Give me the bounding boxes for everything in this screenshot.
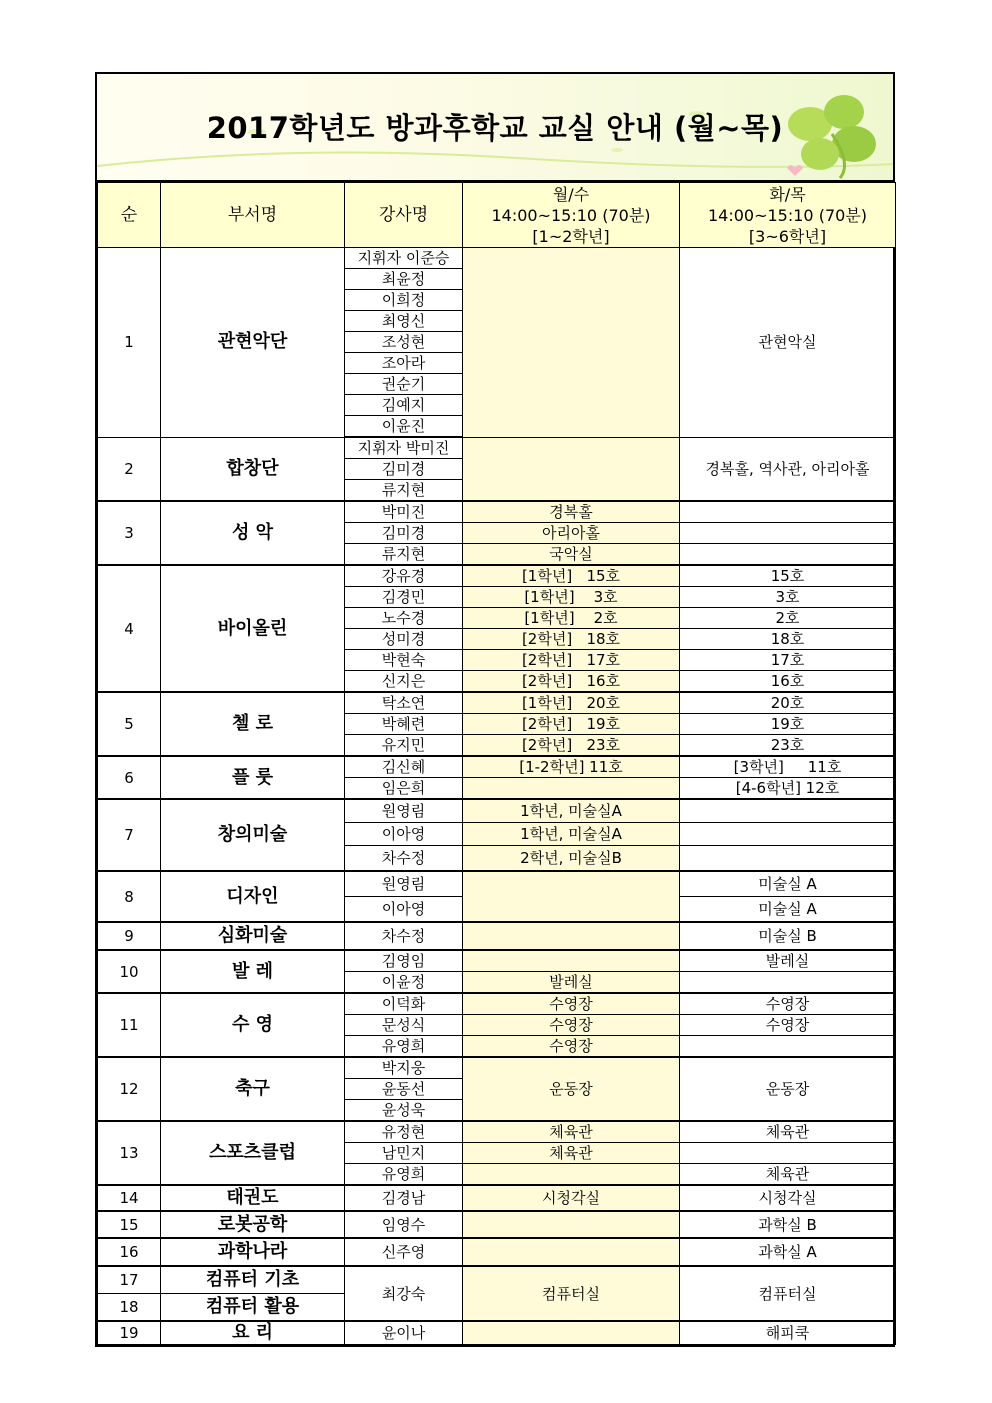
tue-grade: [3~6학년] — [748, 226, 827, 246]
table-row — [98, 1057, 896, 1079]
dept-name: 심화미술 — [161, 922, 345, 950]
teacher-cell: 차수정 — [345, 922, 463, 950]
row-no: 6 — [98, 756, 161, 799]
row-no: 15 — [98, 1211, 161, 1238]
dept-name: 첼 로 — [161, 692, 345, 756]
teacher-cell: 원영림 — [345, 871, 463, 897]
row-no: 9 — [98, 922, 161, 950]
teacher-cell: 최영신 — [345, 311, 463, 332]
teacher-cell: 신지은 — [345, 671, 463, 693]
row-no: 7 — [98, 799, 161, 871]
col-mon-wed — [463, 183, 680, 248]
teacher-cell: 김영임 — [345, 950, 463, 972]
mon-room: 체육관 — [463, 1121, 680, 1143]
tue-room: 컴퓨터실 — [680, 1266, 896, 1321]
row-no: 12 — [98, 1057, 161, 1121]
teacher-cell: 조아라 — [345, 353, 463, 374]
mon-room: [1학년] 3호 — [463, 587, 680, 608]
teacher-cell: 유영희 — [345, 1164, 463, 1186]
teacher-cell: 권순기 — [345, 374, 463, 395]
teacher-cell: 성미경 — [345, 629, 463, 650]
mon-room — [463, 950, 680, 972]
col-teacher: 강사명 — [345, 183, 463, 248]
row-no: 2 — [98, 437, 161, 501]
mon-room: [1학년] 20호 — [463, 692, 680, 714]
tue-room: 20호 — [680, 692, 896, 714]
teacher-cell: 김미경 — [345, 459, 463, 480]
tue-room — [680, 972, 896, 994]
teacher-cell: 류지현 — [345, 480, 463, 502]
teacher-cell: 유영희 — [345, 1036, 463, 1058]
table-row — [98, 565, 896, 587]
table-row — [98, 871, 896, 897]
tue-room — [680, 501, 896, 523]
tue-room — [680, 523, 896, 544]
dept-name: 축구 — [161, 1057, 345, 1121]
teacher-cell: 박미진 — [345, 501, 463, 523]
teacher-cell: 김미경 — [345, 523, 463, 544]
teacher-cell: 김신혜 — [345, 756, 463, 778]
table-row — [98, 1121, 896, 1143]
teacher-cell: 박혜련 — [345, 714, 463, 735]
mon-room: 국악실 — [463, 544, 680, 566]
row-no: 5 — [98, 692, 161, 756]
mon-room: 수영장 — [463, 1036, 680, 1058]
dept-name: 창의미술 — [161, 799, 345, 871]
tue-day: 화/목 — [769, 184, 806, 204]
tue-room — [680, 1036, 896, 1058]
dept-name: 발 레 — [161, 950, 345, 993]
tue-room: 체육관 — [680, 1121, 896, 1143]
mon-room: 발레실 — [463, 972, 680, 994]
mon-time: 14:00~15:10 (70분) — [491, 205, 651, 225]
dept-name: 합창단 — [161, 437, 345, 501]
dept-name: 컴퓨터 기초 — [161, 1266, 345, 1294]
teacher-cell: 이윤진 — [345, 416, 463, 438]
table-row — [98, 437, 896, 459]
teacher-cell: 이덕화 — [345, 993, 463, 1015]
row-no: 13 — [98, 1121, 161, 1185]
schedule-frame — [95, 72, 895, 1347]
mon-room: 2학년, 미술실B — [463, 846, 680, 872]
tue-room — [680, 544, 896, 566]
tue-room: [4-6학년] 12호 — [680, 778, 896, 800]
dept-name: 플 룻 — [161, 756, 345, 799]
teacher-cell: 박지웅 — [345, 1057, 463, 1079]
teacher-cell: 박현숙 — [345, 650, 463, 671]
tue-room: 19호 — [680, 714, 896, 735]
dept-name: 과학나라 — [161, 1238, 345, 1266]
tue-room: 18호 — [680, 629, 896, 650]
mon-room: [2학년] 18호 — [463, 629, 680, 650]
tue-room — [680, 1143, 896, 1164]
mon-day: 월/수 — [552, 184, 590, 204]
tue-room: 미술실 A — [680, 897, 896, 923]
mon-room: [1학년] 15호 — [463, 565, 680, 587]
table-row — [98, 1211, 896, 1238]
row-no: 18 — [98, 1294, 161, 1322]
teacher-cell: 조성현 — [345, 332, 463, 353]
table-row — [98, 1238, 896, 1266]
teacher-cell: 강유경 — [345, 565, 463, 587]
teacher-cell: 윤성욱 — [345, 1100, 463, 1122]
dept-name: 스포츠클럽 — [161, 1121, 345, 1185]
table-row — [98, 692, 896, 714]
tue-room: 2호 — [680, 608, 896, 629]
teacher-cell: 윤이나 — [345, 1321, 463, 1345]
col-dept: 부서명 — [161, 183, 345, 248]
mon-room — [463, 248, 680, 438]
tue-room: 과학실 B — [680, 1211, 896, 1238]
row-no: 17 — [98, 1266, 161, 1294]
tue-room: 체육관 — [680, 1164, 896, 1186]
teacher-cell: 이아영 — [345, 897, 463, 923]
dept-name: 바이올린 — [161, 565, 345, 692]
mon-room: [1학년] 2호 — [463, 608, 680, 629]
tue-room: 발레실 — [680, 950, 896, 972]
table-row — [98, 501, 896, 523]
tue-room: 해피쿡 — [680, 1321, 896, 1345]
dept-name: 수 영 — [161, 993, 345, 1057]
mon-room: 운동장 — [463, 1057, 680, 1121]
row-no: 4 — [98, 565, 161, 692]
table-row — [98, 1321, 896, 1345]
teacher-cell: 임영수 — [345, 1211, 463, 1238]
dept-name: 로봇공학 — [161, 1211, 345, 1238]
mon-grade: [1~2학년] — [532, 226, 610, 246]
teacher-cell: 탁소연 — [345, 692, 463, 714]
table-row — [98, 1185, 896, 1211]
row-no: 10 — [98, 950, 161, 993]
tue-room: 미술실 A — [680, 871, 896, 897]
row-no: 8 — [98, 871, 161, 922]
tue-room — [680, 846, 896, 872]
teacher-cell: 유지민 — [345, 735, 463, 757]
tue-room: 과학실 A — [680, 1238, 896, 1266]
row-no: 14 — [98, 1185, 161, 1211]
title-banner — [97, 74, 893, 182]
teacher-cell: 남민지 — [345, 1143, 463, 1164]
tue-room: 경복홀, 역사관, 아리아홀 — [680, 437, 896, 501]
page-title: 2017학년도 방과후학교 교실 안내 (월~목) — [206, 111, 784, 145]
teacher-cell: 최강숙 — [345, 1266, 463, 1321]
teacher-cell: 차수정 — [345, 846, 463, 872]
table-row — [98, 248, 896, 269]
dept-name: 태권도 — [161, 1185, 345, 1211]
teacher-cell: 노수경 — [345, 608, 463, 629]
table-row — [98, 993, 896, 1015]
dept-name: 요 리 — [161, 1321, 345, 1345]
tue-room: 운동장 — [680, 1057, 896, 1121]
table-row — [98, 799, 896, 823]
tue-room: 수영장 — [680, 993, 896, 1015]
mon-room — [463, 437, 680, 501]
teacher-cell: 유정현 — [345, 1121, 463, 1143]
mon-room — [463, 778, 680, 800]
mon-room: 시청각실 — [463, 1185, 680, 1211]
mon-room — [463, 871, 680, 922]
table-row — [98, 756, 896, 778]
mon-room: [2학년] 17호 — [463, 650, 680, 671]
teacher-cell: 이아영 — [345, 823, 463, 846]
teacher-cell: 이희정 — [345, 290, 463, 311]
mon-room: 1학년, 미술실A — [463, 799, 680, 823]
mon-room: [1-2학년] 11호 — [463, 756, 680, 778]
row-no: 16 — [98, 1238, 161, 1266]
teacher-cell: 문성식 — [345, 1015, 463, 1036]
mon-room: 수영장 — [463, 993, 680, 1015]
tue-room: 3호 — [680, 587, 896, 608]
dept-name: 성 악 — [161, 501, 345, 565]
mon-room: 컴퓨터실 — [463, 1266, 680, 1321]
mon-room: [2학년] 16호 — [463, 671, 680, 693]
teacher-cell: 이윤정 — [345, 972, 463, 994]
col-no: 순 — [98, 183, 161, 248]
tue-room: 미술실 B — [680, 922, 896, 950]
mon-room: [2학년] 23호 — [463, 735, 680, 757]
header-row — [98, 183, 896, 248]
teacher-cell: 지휘자 박미진 — [345, 437, 463, 459]
teacher-cell: 신주영 — [345, 1238, 463, 1266]
mon-room — [463, 1238, 680, 1266]
mon-room: [2학년] 19호 — [463, 714, 680, 735]
teacher-cell: 윤동선 — [345, 1079, 463, 1100]
tue-room — [680, 799, 896, 823]
tue-room — [680, 823, 896, 846]
table-row — [98, 922, 896, 950]
teacher-cell: 임은희 — [345, 778, 463, 800]
row-no: 3 — [98, 501, 161, 565]
teacher-cell: 지휘자 이준승 — [345, 248, 463, 269]
mon-room: 경복홀 — [463, 501, 680, 523]
mon-room — [463, 1164, 680, 1186]
teacher-cell: 원영림 — [345, 799, 463, 823]
table-row — [98, 950, 896, 972]
mon-room: 아리아홀 — [463, 523, 680, 544]
row-no: 19 — [98, 1321, 161, 1345]
teacher-cell: 류지현 — [345, 544, 463, 566]
tue-room: 15호 — [680, 565, 896, 587]
tue-room: 시청각실 — [680, 1185, 896, 1211]
teacher-cell: 최윤정 — [345, 269, 463, 290]
col-tue-thu — [680, 183, 896, 248]
mon-room: 체육관 — [463, 1143, 680, 1164]
dept-name: 컴퓨터 활용 — [161, 1294, 345, 1322]
dept-name: 디자인 — [161, 871, 345, 922]
mon-room: 1학년, 미술실A — [463, 823, 680, 846]
mon-room — [463, 1321, 680, 1345]
teacher-cell: 김예지 — [345, 395, 463, 416]
tue-room: 관현악실 — [680, 248, 896, 438]
mon-room — [463, 922, 680, 950]
tue-room: 수영장 — [680, 1015, 896, 1036]
row-no: 1 — [98, 248, 161, 438]
mon-room: 수영장 — [463, 1015, 680, 1036]
tue-room: [3학년] 11호 — [680, 756, 896, 778]
classroom-table — [97, 182, 896, 1345]
dept-name: 관현악단 — [161, 248, 345, 438]
row-no: 11 — [98, 993, 161, 1057]
table-row — [98, 1266, 896, 1294]
tue-room: 16호 — [680, 671, 896, 693]
tue-room: 23호 — [680, 735, 896, 757]
teacher-cell: 김경남 — [345, 1185, 463, 1211]
tue-time: 14:00~15:10 (70분) — [707, 205, 867, 225]
mon-room — [463, 1211, 680, 1238]
tue-room: 17호 — [680, 650, 896, 671]
teacher-cell: 김경민 — [345, 587, 463, 608]
